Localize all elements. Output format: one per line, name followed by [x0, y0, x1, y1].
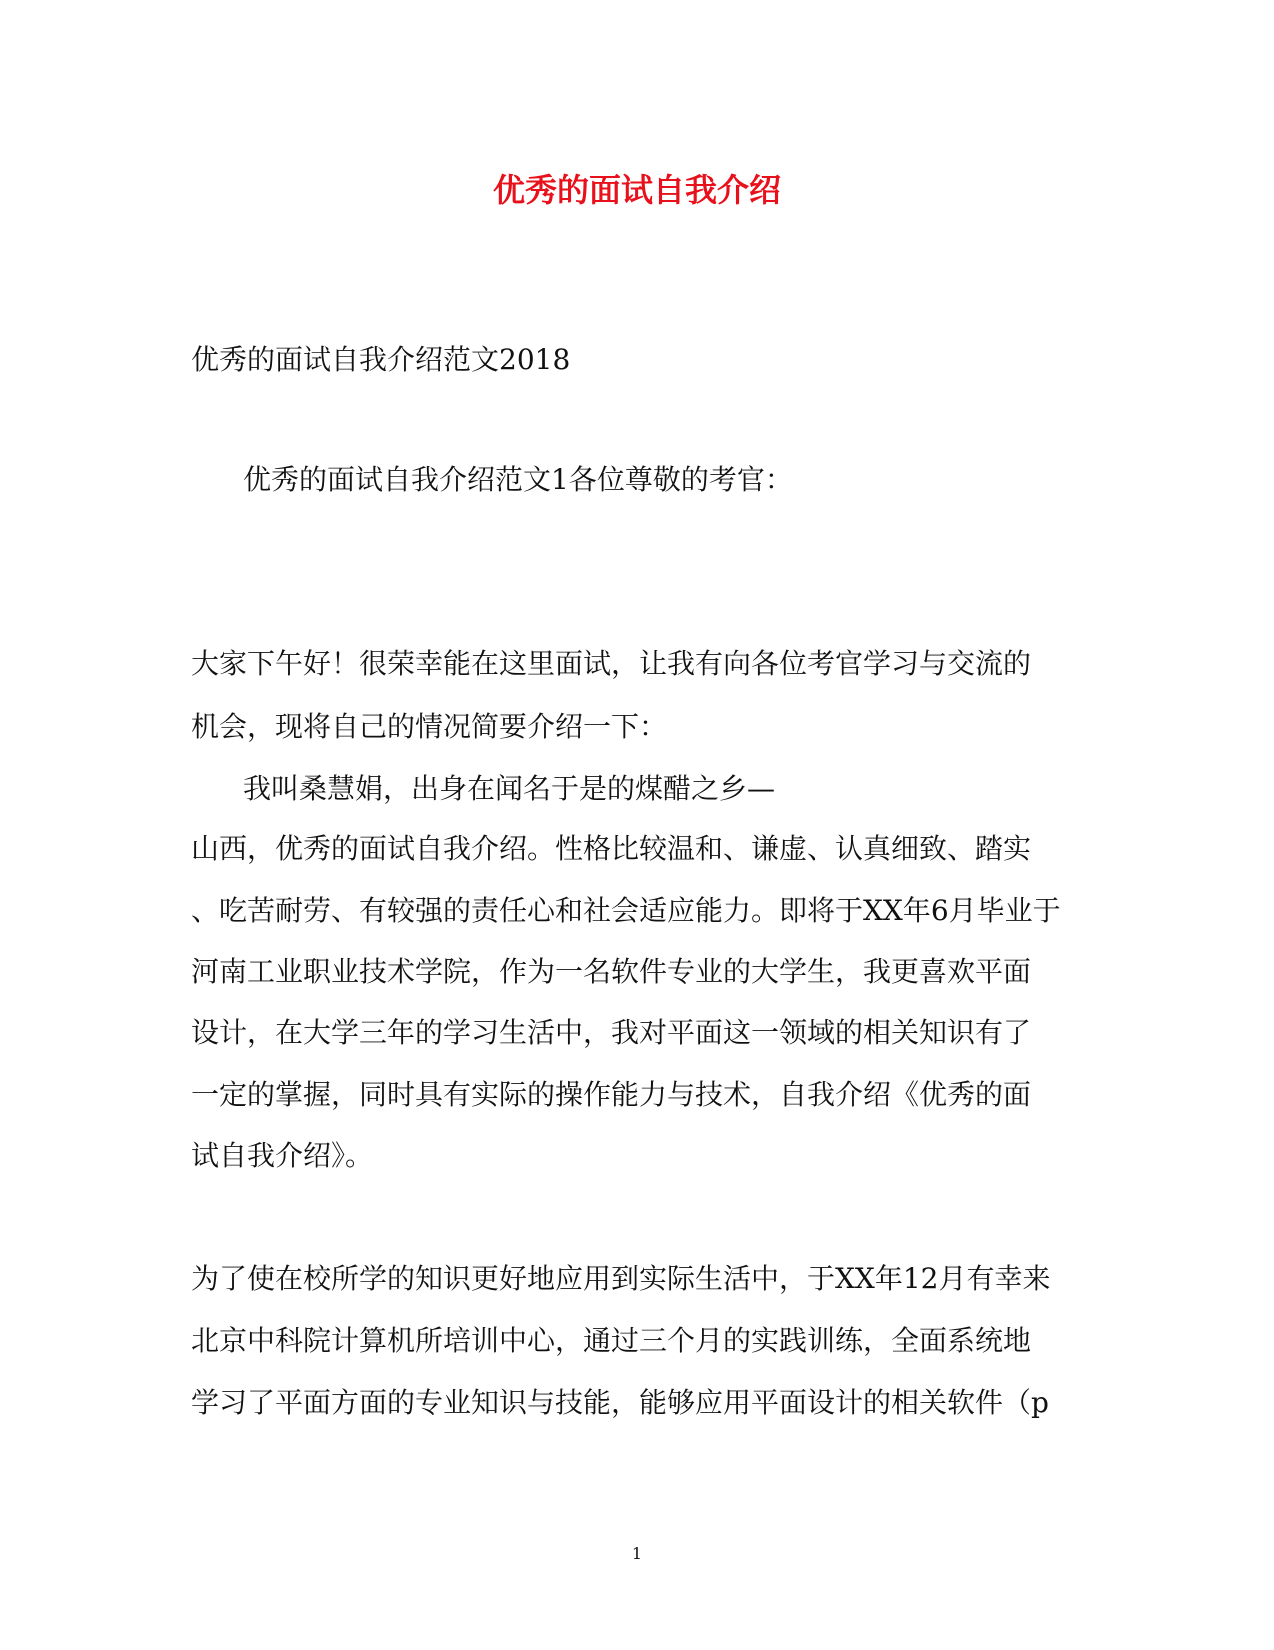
document-title: 优秀的面试自我介绍	[492, 171, 781, 209]
page-number: 1	[631, 1544, 643, 1563]
paragraph-line: 我叫桑慧娟，出身在闻名于是的煤醋之乡—	[243, 772, 776, 805]
paragraph-line: 大家下午好！很荣幸能在这里面试，让我有向各位考官学习与交流的	[191, 647, 1032, 680]
paragraph-line: 机会，现将自己的情况简要介绍一下：	[191, 710, 668, 743]
paragraph-line: 北京中科院计算机所培训中心，通过三个月的实践训练，全面系统地	[191, 1324, 1032, 1357]
paragraph-line: 优秀的面试自我介绍范文1各位尊敬的考官：	[243, 463, 793, 496]
paragraph-line: 试自我介绍》。	[191, 1139, 374, 1172]
paragraph-line: 山西，优秀的面试自我介绍。性格比较温和、谦虚、认真细致、踏实	[191, 832, 1032, 865]
paragraph-line: 一定的掌握，同时具有实际的操作能力与技术，自我介绍《优秀的面	[191, 1078, 1032, 1111]
paragraph-line: 为了使在校所学的知识更好地应用到实际生活中，于XX年12月有幸来	[191, 1262, 1051, 1295]
document-subtitle: 优秀的面试自我介绍范文2018	[191, 343, 571, 376]
paragraph-line: 、吃苦耐劳、有较强的责任心和社会适应能力。即将于XX年6月毕业于	[191, 894, 1061, 927]
paragraph-line: 设计，在大学三年的学习生活中，我对平面这一领域的相关知识有了	[191, 1016, 1032, 1049]
paragraph-line: 学习了平面方面的专业知识与技能，能够应用平面设计的相关软件（p	[191, 1386, 1049, 1419]
paragraph-line: 河南工业职业技术学院，作为一名软件专业的大学生，我更喜欢平面	[191, 955, 1032, 988]
